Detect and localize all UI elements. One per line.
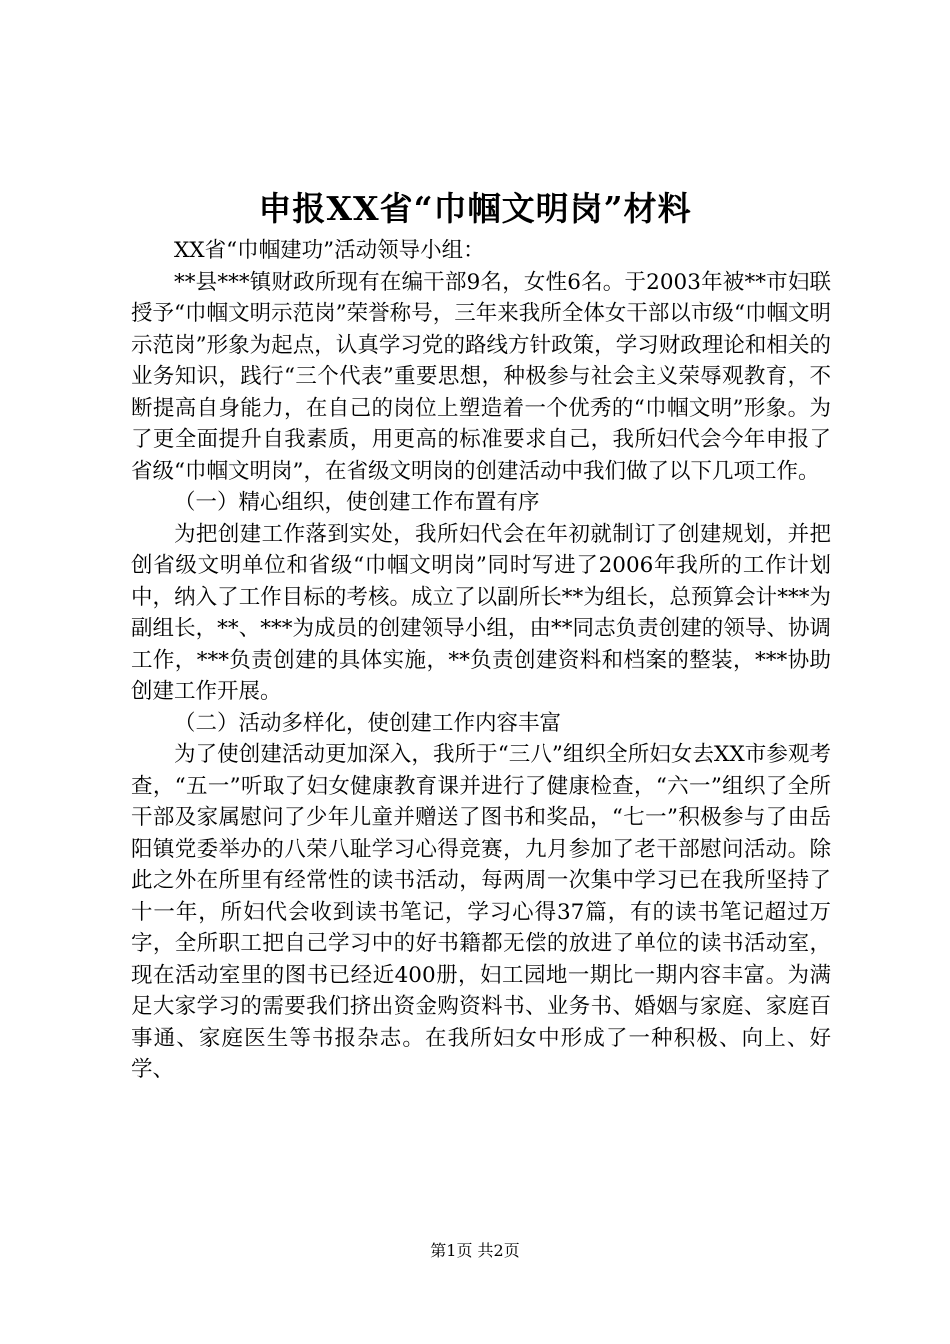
page-footer: 第1页 共2页 [430,1241,520,1260]
paragraph-intro: **县***镇财政所现有在编干部9名，女性6名。于2003年被**市妇联授予“巾帼文明示范岗”荣誉称号，三年来我所全体女干部以市级“巾帼文明示范岗”形象为起点，认真学习党的路线方针政策，学习财政理论和相关的业务知识，践行“三个代表”重要思想，种极参与社会主义荣辱观教育，不断提高自身能力，在自己的岗位上塑造着一个优秀的“巾帼文明”形象。为了更全面提升自我素质，用更高的标准要求自己，我所妇代会今年申报了省级“巾帼文明岗”，在省级文明岗的创建活动中我们做了以下几项工作。 [131,269,831,484]
document-body [131,235,831,1086]
paragraph-section-2: 为了使创建活动更加深入，我所于“三八”组织全所妇女去XX市参观考查，“五一”听取了妇女健康教育课并进行了健康检查，“六一”组织了全所干部及家属慰问了少年儿童并赠送了图书和奖品，“七一”积极参与了由岳阳镇党委举办的八荣八耻学习心得竞赛，九月参加了老干部慰问活动。除此之外在所里有经常性的读书活动，每两周一次集中学习已在我所坚持了十一年，所妇代会收到读书笔记，学习心得37篇，有的读书笔记超过万字，全所职工把自己学习中的好书籍都无偿的放进了单位的读书活动室，现在活动室里的图书已经近400册，妇工园地一期比一期内容丰富。为满足大家学习的需要我们挤出资金购资料书、业务书、婚姻与家庭、家庭百事通、家庭医生等书报杂志。在我所妇女中形成了一种积极、向上、好学、 [131,742,831,1082]
document-title: 申报XX省“巾帼文明岗”材料 [258,189,692,228]
paragraph-section-1: 为把创建工作落到实处，我所妇代会在年初就制订了创建规划，并把创省级文明单位和省级“巾帼文明岗”同时写进了2006年我所的工作计划中，纳入了工作目标的考核。成立了以副所长**为组长，总预算会计***为副组长，**、***为成员的创建领导小组，由**同志负责创建的领导、协调工作，***负责创建的具体实施，**负责创建资料和档案的整装，***协助创建工作开展。 [131,521,831,704]
salutation: XX省“巾帼建功”活动领导小组： [174,238,485,263]
section-heading-2: （二）活动多样化，使创建工作内容丰富 [174,710,562,736]
section-heading-1: （一）精心组织，使创建工作布置有序 [174,490,540,515]
